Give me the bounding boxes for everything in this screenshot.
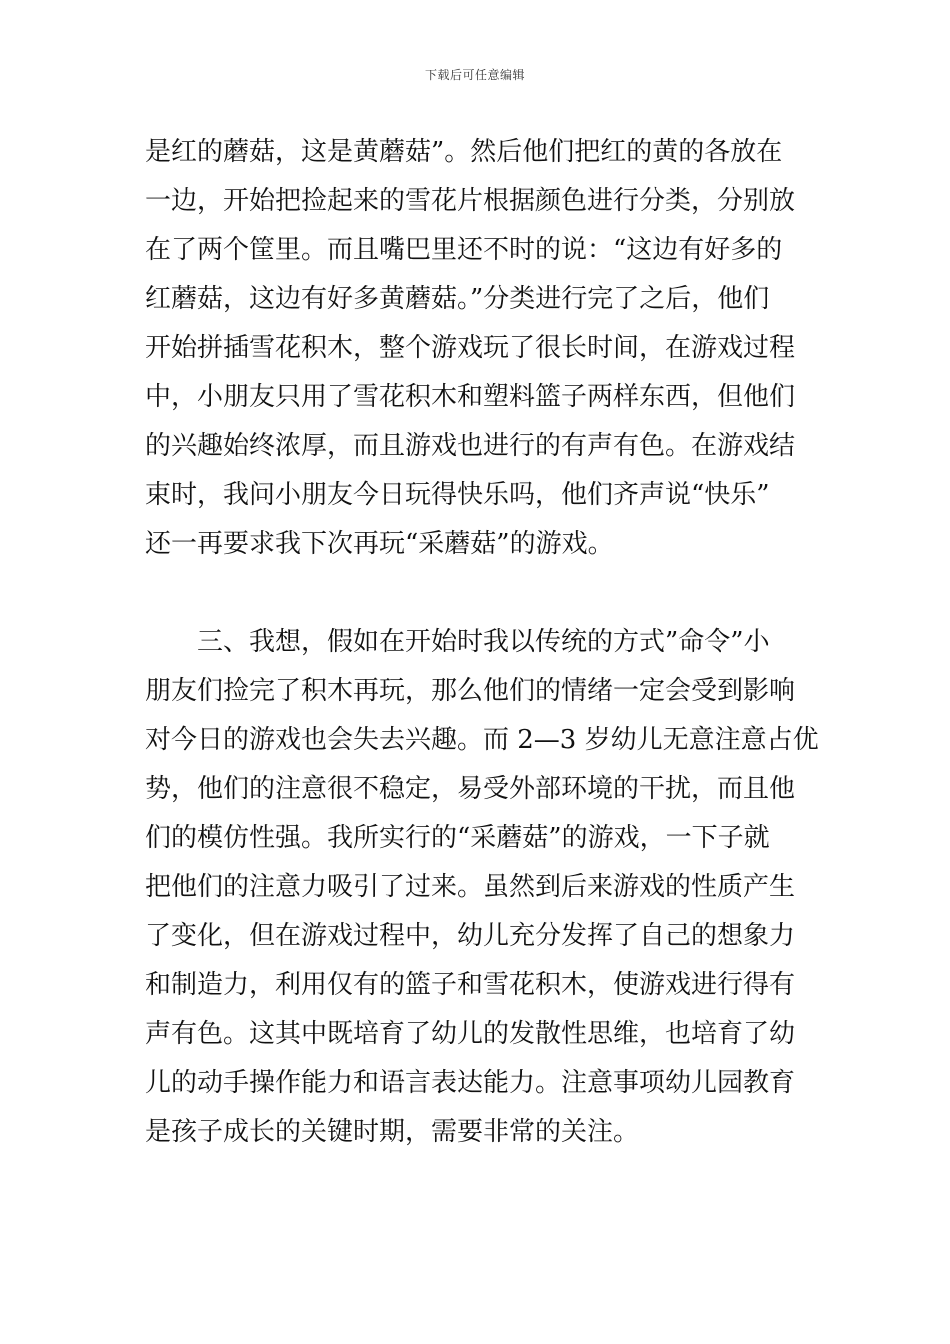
text-line: 势，他们的注意很不稳定，易受外部环境的干扰，而且他 (145, 774, 796, 804)
document-body (145, 128, 819, 1157)
text-line: 把他们的注意力吸引了过来。虽然到后来游戏的性质产生 (145, 872, 796, 902)
paragraph-1 (145, 128, 810, 569)
text-line: 开始拼插雪花积木，整个游戏玩了很长时间，在游戏过程 (145, 333, 796, 363)
text-line: 和制造力，利用仅有的篮子和雪花积木，使游戏进行得有 (145, 970, 796, 1000)
text-line: 是孩子成长的关键时期，需要非常的关注。 (145, 1117, 640, 1147)
text-line: 声有色。这其中既培育了幼儿的发散性思维，也培育了幼 (145, 1019, 796, 1049)
text-line: 在了两个筐里。而且嘴巴里还不时的说：“这边有好多的 (145, 235, 783, 265)
text-line: 对今日的游戏也会失去兴趣。而 2—3 岁幼儿无意注意占优 (145, 725, 819, 755)
text-line: 们的模仿性强。我所实行的“采蘑菇”的游戏，一下子就 (145, 823, 770, 853)
text-line: 了变化，但在游戏过程中，幼儿充分发挥了自己的想象力 (145, 921, 796, 951)
paragraph-gap (145, 569, 810, 618)
text-line: 束时，我问小朋友今日玩得快乐吗，他们齐声说“快乐” (145, 480, 770, 510)
text-line: 中，小朋友只用了雪花积木和塑料篮子两样东西，但他们 (145, 382, 796, 412)
text-line: 朋友们捡完了积木再玩，那么他们的情绪一定会受到影响 (145, 676, 796, 706)
paragraph-2 (145, 618, 819, 1157)
text-line: 是红的蘑菇，这是黄蘑菇”。然后他们把红的黄的各放在 (145, 137, 783, 167)
text-line: 的兴趣始终浓厚，而且游戏也进行的有声有色。在游戏结 (145, 431, 796, 461)
text-line: 一边，开始把捡起来的雪花片根据颜色进行分类，分别放 (145, 186, 796, 216)
text-line: 三、我想，假如在开始时我以传统的方式”命令”小 (197, 627, 770, 657)
page-header: 下载后可任意编辑 (424, 68, 525, 82)
text-line: 儿的动手操作能力和语言表达能力。注意事项幼儿园教育 (145, 1068, 796, 1098)
text-line: 还一再要求我下次再玩“采蘑菇”的游戏。 (145, 529, 614, 559)
text-line: 红蘑菇，这边有好多黄蘑菇。”分类进行完了之后，他们 (145, 284, 770, 314)
